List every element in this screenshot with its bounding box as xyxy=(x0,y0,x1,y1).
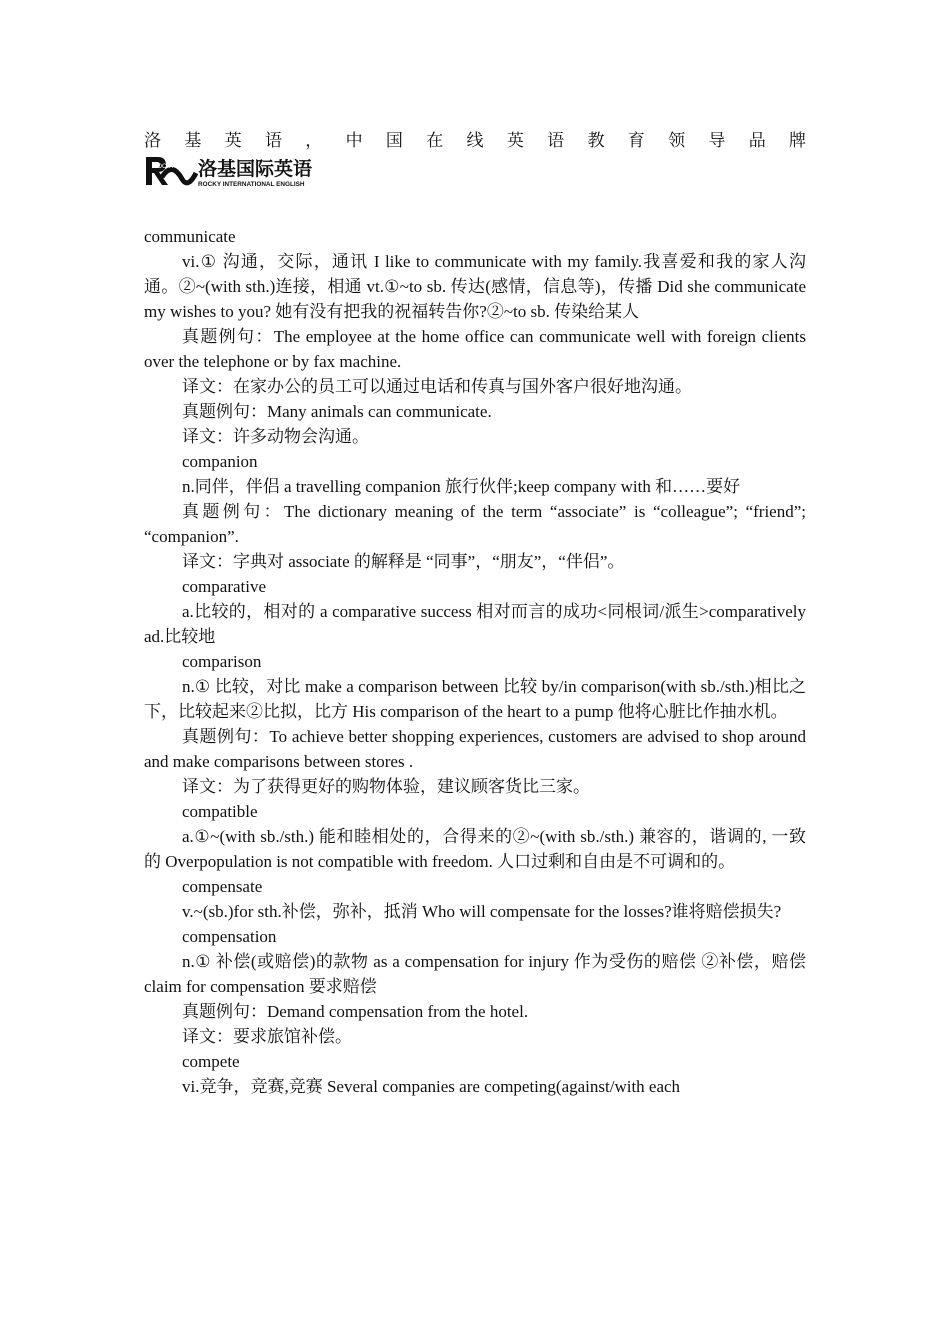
slogan-char: ， xyxy=(305,131,323,150)
paragraph: 真题例句：Many animals can communicate. xyxy=(182,402,492,421)
slogan-char: 中 xyxy=(345,131,363,150)
logo-en-text: ROCKY INTERNATIONAL ENGLISH xyxy=(198,181,305,188)
slogan-char: 导 xyxy=(708,131,726,150)
paragraph: 真题例句：To achieve better shopping experiences, customers are advised to shop around and make comparisons between stores . xyxy=(144,727,806,771)
paragraph: compensation xyxy=(182,927,277,946)
paragraph: companion xyxy=(182,452,258,471)
paragraph: comparison xyxy=(182,652,262,671)
slogan-char: 领 xyxy=(668,131,686,150)
rocky-logo xyxy=(144,153,324,189)
document-body xyxy=(144,224,806,1099)
paragraph: 译文：要求旅馆补偿。 xyxy=(182,1027,352,1046)
slogan-char: 育 xyxy=(627,131,645,150)
slogan-char: 教 xyxy=(587,131,605,150)
paragraph: vi.竞争，竞赛,竞赛 Several companies are competing(against/with each xyxy=(182,1077,681,1096)
brand-slogan xyxy=(144,126,806,151)
slogan-char: 在 xyxy=(426,131,444,150)
slogan-char: 品 xyxy=(748,131,766,150)
paragraph: 译文：为了获得更好的购物体验，建议顾客货比三家。 xyxy=(182,777,590,796)
paragraph: 真题例句：The employee at the home office can communicate well with foreign clients over the telephone or by fax machine. xyxy=(144,327,806,371)
slogan-char: 洛 xyxy=(144,131,161,150)
paragraph: 译文：在家办公的员工可以通过电话和传真与国外客户很好地沟通。 xyxy=(182,377,692,396)
paragraph: 真题例句：Demand compensation from the hotel. xyxy=(182,1002,529,1021)
paragraph: 真题例句：The dictionary meaning of the term “associate” is “colleague”; “friend”; “companion”. xyxy=(144,502,806,546)
paragraph: compatible xyxy=(182,802,258,821)
slogan-char: 国 xyxy=(385,131,403,150)
paragraph: 译文：许多动物会沟通。 xyxy=(182,427,369,446)
paragraph: v.~(sb.)for sth.补偿，弥补，抵消 Who will compensate for the losses?谁将赔偿损失? xyxy=(182,902,782,921)
slogan-char: 语 xyxy=(264,131,282,150)
logo-cn-text: 洛基国际英语 xyxy=(198,158,313,180)
paragraph: comparative xyxy=(182,577,267,596)
slogan-char: 语 xyxy=(547,131,565,150)
paragraph: a.比较的，相对的 a comparative success 相对而言的成功<同根词/派生>comparatively ad.比较地 xyxy=(144,602,806,646)
paragraph: n.① 补偿(或赔偿)的款物 as a compensation for injury 作为受伤的赔偿 ②补偿，赔偿 claim for compensation 要求赔偿 xyxy=(144,952,806,996)
slogan-char: 英 xyxy=(224,131,242,150)
logo-mark-text: ROCKY xyxy=(153,164,175,170)
paragraph: n.① 比较，对比 make a comparison between 比较 by/in comparison(with sb./sth.)相比之下，比较起来②比拟，比方 His comparison of the heart to a pump 他将心脏比作抽水机。 xyxy=(144,677,806,721)
slogan-char: 线 xyxy=(466,131,484,150)
paragraph: vi.① 沟通，交际，通讯 I like to communicate with my family.我喜爱和我的家人沟通。②~(with sth.)连接，相通 vt.①~to sb. 传达(感情，信息等)，传播 Did she communicate my wishes to you? 她有没有把我的祝福转告你?②~to sb. 传染给某人 xyxy=(144,252,806,321)
paragraph: communicate xyxy=(144,227,236,246)
paragraph: 译文：字典对 associate 的解释是 “同事”，“朋友”，“伴侣”。 xyxy=(182,552,625,571)
slogan-char: 基 xyxy=(184,131,202,150)
paragraph: compensate xyxy=(182,877,263,896)
slogan-char: 牌 xyxy=(789,131,806,150)
paragraph: n.同伴，伴侣 a travelling companion 旅行伙伴;keep company with 和……要好 xyxy=(182,477,741,496)
paragraph: a.①~(with sb./sth.) 能和睦相处的，合得来的②~(with sb./sth.) 兼容的，谐调的, 一致的 Overpopulation is not compatible with freedom. 人口过剩和自由是不可调和的。 xyxy=(144,827,806,871)
slogan-char: 英 xyxy=(506,131,524,150)
paragraph: compete xyxy=(182,1052,240,1071)
